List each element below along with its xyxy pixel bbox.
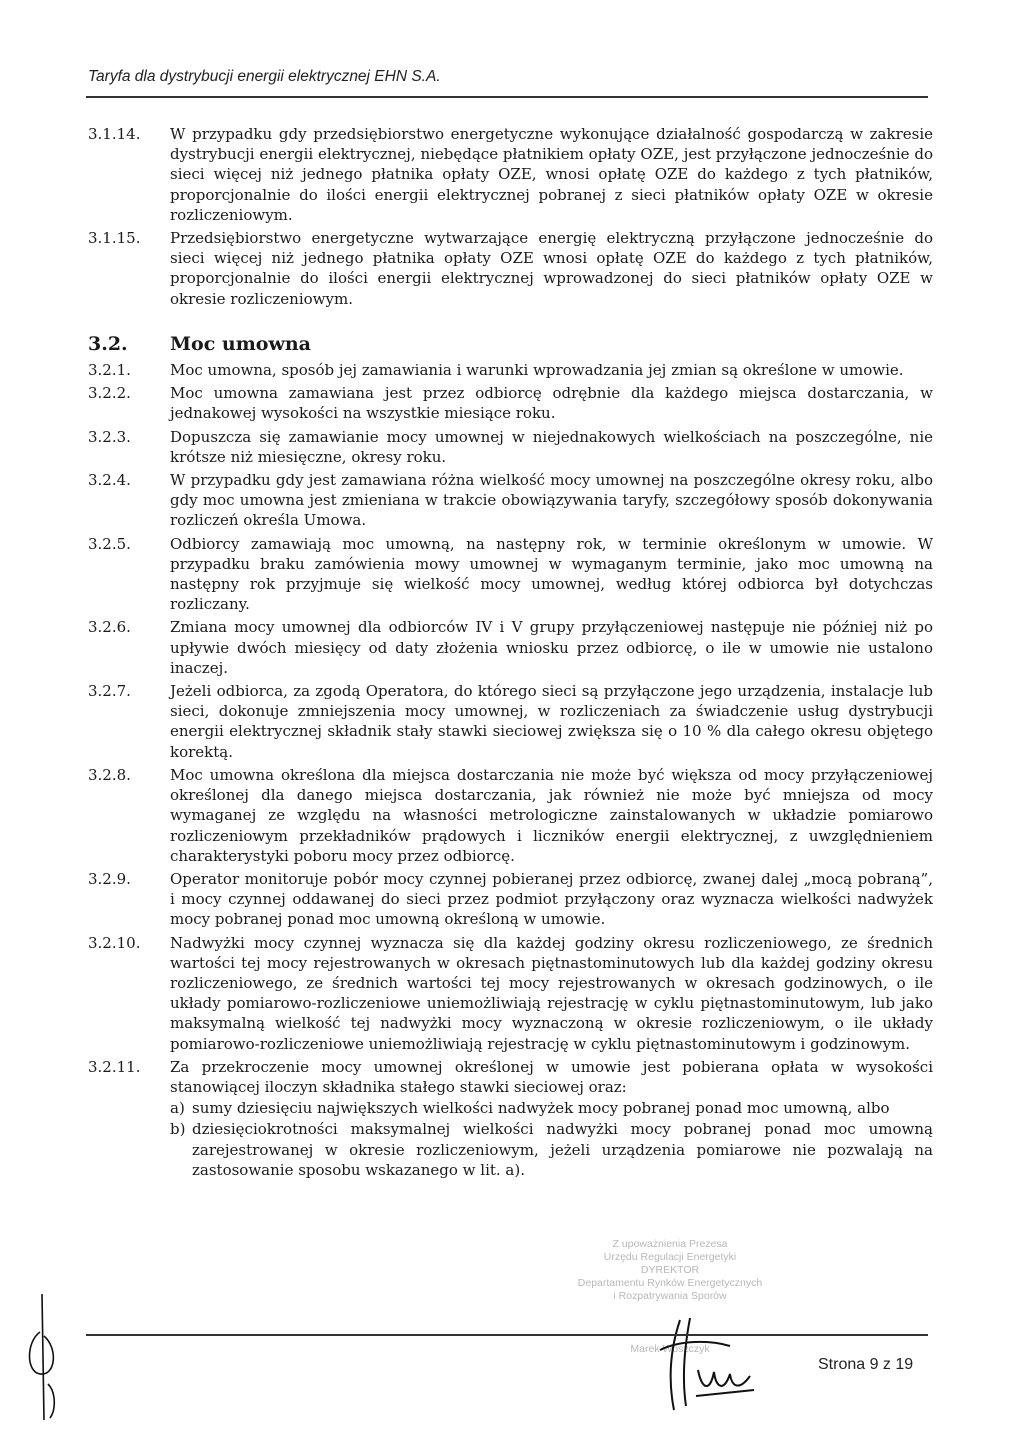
stamp-line: Departamentu Rynków Energetycznych (577, 1277, 763, 1289)
page-number: Strona 9 z 19 (818, 1356, 914, 1373)
list-letter: a) (170, 1099, 185, 1118)
clause-text: Dopuszcza się zamawianie mocy umownej w niejednakowych wielkościach na poszczególne, nie krótsze niż miesięczne, okresy roku. (170, 427, 933, 466)
clause-number: 3.2.6. (88, 618, 131, 637)
clause-number: 3.2.2. (88, 384, 131, 403)
clause-number: 3.2.7. (88, 682, 131, 701)
clause-number: 3.2.11. (88, 1057, 141, 1076)
list-item-b (170, 1119, 933, 1180)
clause-text: Moc umowna zamawiana jest przez odbiorcę odrębnie dla każdego miejsca dostarczania, w jednakowej wysokości na wszystkie miesiące roku. (170, 384, 933, 423)
stamp-line: Urzędu Regulacji Energetyki (603, 1251, 737, 1263)
clause-number: 3.2.9. (88, 869, 131, 888)
clause-number: 3.2.8. (88, 765, 131, 784)
stamp-line: i Rozpatrywania Sporów (613, 1290, 727, 1302)
clause-text: Przedsiębiorstwo energetyczne wytwarzające energię elektryczną przyłączone jednocześnie do sieci więcej niż jednego płatnika opłaty OZE wnosi opłatę OZE do każdego z tych płatników, proporcjonalnie do ilości energii elektrycznej wprowadzonej do sieci płatników opłaty OZE w okresie rozliczeniowym. (170, 229, 933, 308)
stamp-line: Marek Woszczyk (630, 1343, 710, 1355)
clause-3-2-9 (88, 869, 933, 930)
clause-text: W przypadku gdy przedsiębiorstwo energetyczne wykonujące działalność gospodarczą w zakresie dystrybucji energii elektrycznej, niebędące płatnikiem opłaty OZE, jest przyłączone jednocześnie do sieci więcej niż jednego płatnika opłaty OZE, wnosi opłatę OZE do każdego z tych płatników, proporcjonalnie do ilości energii elektrycznej pobranej z sieci płatników opłaty OZE w okresie rozliczeniowym. (170, 125, 933, 224)
clause-number: 3.2.10. (88, 933, 141, 952)
list-item-text: sumy dziesięciu największych wielkości nadwyżek mocy pobranej ponad moc umowną, albo (192, 1099, 890, 1118)
clause-3-2-3 (88, 427, 933, 467)
section-heading (88, 334, 933, 354)
footer-rule (86, 1334, 928, 1336)
clause-number: 3.1.15. (88, 229, 141, 248)
clause-text: Moc umowna określona dla miejsca dostarczania nie może być większa od mocy przyłączeniowej określonej dla danego miejsca dostarczania, jak również nie może być mniejsza od mocy wymaganej ze względu na własności metrologiczne zainstalowanych w układzie pomiarowo rozliczeniowym przekładników prądowych i liczników energii elektrycznej, z uwzględnieniem charakterystyki poboru mocy przez odbiorcę. (170, 765, 933, 865)
clause-3-2-1 (88, 360, 933, 380)
clause-intro-text: Za przekroczenie mocy umownej określonej w umowie jest pobierana opłata w wysokości stanowiącej iloczyn składnika stałego stawki sieciowej oraz: (170, 1057, 933, 1096)
clause-text: Moc umowna, sposób jej zamawiania i warunki wprowadzania jej zmian są określone w umowie. (170, 361, 904, 380)
stamp-line: DYREKTOR (640, 1264, 700, 1276)
clause-3-1-14 (88, 124, 933, 225)
clause-text (170, 1057, 933, 1180)
clause-text: Jeżeli odbiorca, za zgodą Operatora, do którego sieci są przyłączone jego urządzenia, instalacje lub sieci, dokonuje zmniejszenia mocy umownej, w rozliczeniach za świadczenie usług dystrybucji energii elektrycznej składnik stały stawki sieciowej zwiększa się o 10 % dla całego okresu objętego korektą. (170, 682, 933, 761)
clause-text: Odbiorcy zamawiają moc umowną, na następny rok, w terminie określonym w umowie. W przypadku braku zamówienia mowy umownej w wymaganym terminie, jako moc umowną na następny rok przyjmuje się wielkość mocy umownej, według której odbiorca był dotychczas rozliczany. (170, 534, 933, 614)
list-item-text: dziesięciokrotności maksymalnej wielkości nadwyżki mocy pobranej ponad moc umowną zarejestrowanej w okresie rozliczeniowym, jeżeli urządzenia pomiarowe nie pozwalają na zastosowanie sposobu wskazanego w lit. a). (192, 1120, 933, 1179)
clause-3-2-7 (88, 681, 933, 762)
clause-number: 3.2.3. (88, 427, 131, 446)
clause-3-2-10 (88, 933, 933, 1054)
spacer (88, 312, 933, 326)
clause-3-2-5 (88, 534, 933, 615)
section-number: 3.2. (88, 332, 128, 355)
clause-number: 3.1.14. (88, 125, 141, 143)
handwritten-signature (640, 1310, 760, 1420)
section-title: Moc umowna (170, 332, 311, 355)
clause-text: W przypadku gdy jest zamawiana różna wielkość mocy umownej na poszczególne okresy roku, albo gdy moc umowna jest zmieniana w trakcie obowiązywania taryfy, szczegółowy sposób dokonywania rozliczeń określa Umowa. (170, 471, 933, 530)
list-letter: b) (170, 1120, 186, 1139)
document-body (88, 124, 933, 1183)
clause-text: Nadwyżki mocy czynnej wyznacza się dla każdej godziny okresu rozliczeniowego, ze średnich wartości tej mocy rejestrowanych w okresach piętnastominutowych lub dla każdej godziny okresu rozliczeniowego, ze średnich wartości tej mocy rejestrowanych w okresach godzinowych, o ile układy pomiarowo-rozliczeniowe uniemożliwiają rejestrację w cyklu piętnastominutowym, lub jako maksymalną wielkość tej nadwyżki mocy wyznaczoną w okresie rozliczeniowym, o ile układy pomiarowo-rozliczeniowe uniemożliwiają rejestrację w cyklu piętnastominutowym i godzinowym. (170, 933, 933, 1053)
clause-number: 3.2.4. (88, 471, 131, 490)
clause-text: Operator monitoruje pobór mocy czynnej pobieranej przez odbiorcę, zwanej dalej „mocą pobraną”, i mocy czynnej oddawanej do sieci przez podmiot przyłączony oraz wyznacza wielkości nadwyżek mocy pobranej ponad moc umowną określoną w umowie. (170, 869, 933, 929)
clause-number: 3.2.1. (88, 361, 131, 380)
list-item-a (170, 1098, 933, 1118)
clause-3-2-4 (88, 470, 933, 531)
clause-3-2-11 (88, 1057, 933, 1180)
stamp-line: Z upoważnienia Prezesa (612, 1238, 728, 1250)
initial-mark (22, 1292, 72, 1422)
clause-3-2-2 (88, 383, 933, 423)
document-header: Taryfa dla dystrybucji energii elektrycznej EHN S.A. (88, 68, 441, 85)
clause-3-2-8 (88, 765, 933, 866)
clause-number: 3.2.5. (88, 534, 131, 553)
clause-text: Zmiana mocy umownej dla odbiorców IV i V grupy przyłączeniowej następuje nie później niż po upływie dwóch miesięcy od daty złożenia wniosku przez odbiorcę, o ile w umowie nie ustalono inaczej. (170, 618, 933, 677)
clause-3-2-6 (88, 617, 933, 678)
clause-3-1-15 (88, 228, 933, 309)
header-rule (86, 96, 928, 98)
